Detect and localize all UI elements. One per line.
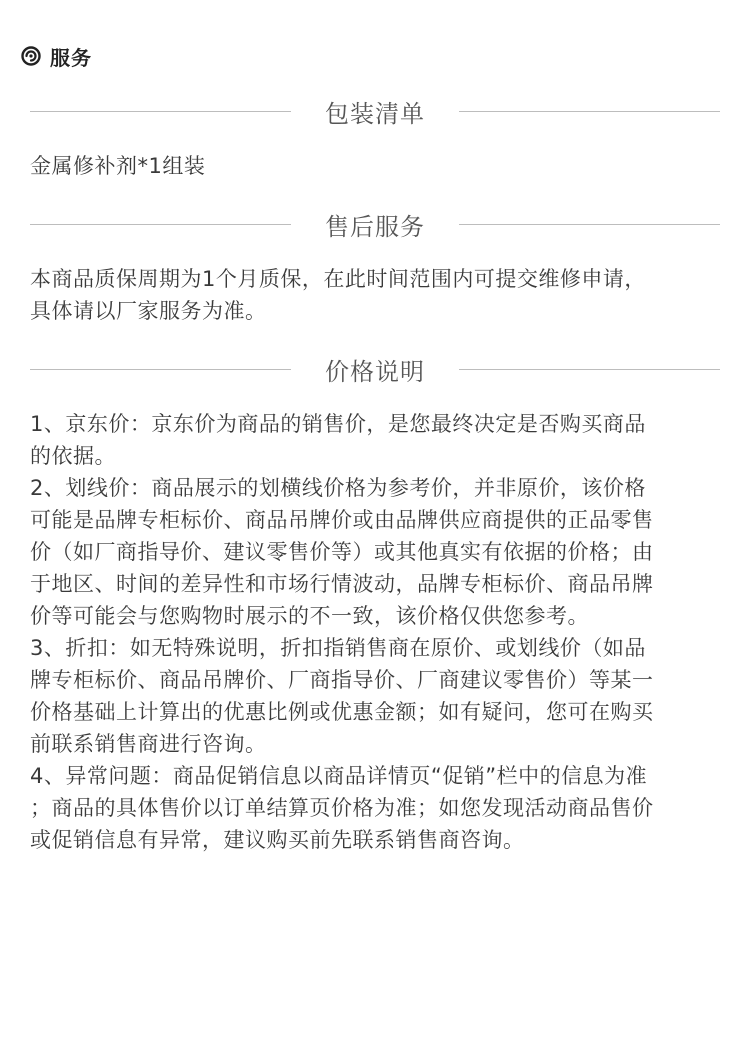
service-title: 服务 [50,45,92,70]
section-divider-packing-list [30,93,720,129]
divider-line-right [459,369,720,370]
divider-line-right [459,111,720,112]
divider-line-right [459,224,720,225]
divider-line-left [30,224,291,225]
price-notes-content: 1、京东价：京东价为商品的销售价，是您最终决定是否购买商品 的依据。 2、划线价：商品展示的划横线价格为参考价，并非原价，该价格 可能是品牌专柜标价、商品吊牌价或由品牌供应商提供的正品零售 价（如厂商指导价、建议零售价等）或其他真实有依据的价格；由 于地区、时间的差异性和市场行情波动，品牌专柜标价、商品吊牌 价等可能会与您购物时展示的不一致，该价格仅供您参考。 3、折扣：如无特殊说明，折扣指销售商在原价、或划线价（如品 牌专柜标价、商品吊牌价、厂商指导价、厂商建议零售价）等某一 价格基础上计算出的优惠比例或优惠金额；如有疑问，您可在购买 前联系销售商进行咨询。 4、异常问题：商品促销信息以商品详情页“促销”栏中的信息为准 ；商品的具体售价以订单结算页价格为准；如您发现活动商品售价 或促销信息有异常，建议购买前先联系销售商咨询。 [30,412,654,852]
service-header [20,42,92,70]
section-divider-after-sales [30,206,720,242]
divider-line-left [30,369,291,370]
section-heading-after-sales: 售后服务 [325,212,425,241]
section-heading-price-notes: 价格说明 [325,357,425,386]
divider-line-left [30,111,291,112]
section-heading-packing-list: 包装清单 [325,99,425,128]
section-divider-price-notes [30,351,720,387]
after-sales-content: 本商品质保周期为1个月质保，在此时间范围内可提交维修申请， 具体请以厂家服务为准。 [30,267,646,323]
service-icon [20,45,42,67]
packing-list-content: 金属修补剂*1组装 [30,154,206,178]
